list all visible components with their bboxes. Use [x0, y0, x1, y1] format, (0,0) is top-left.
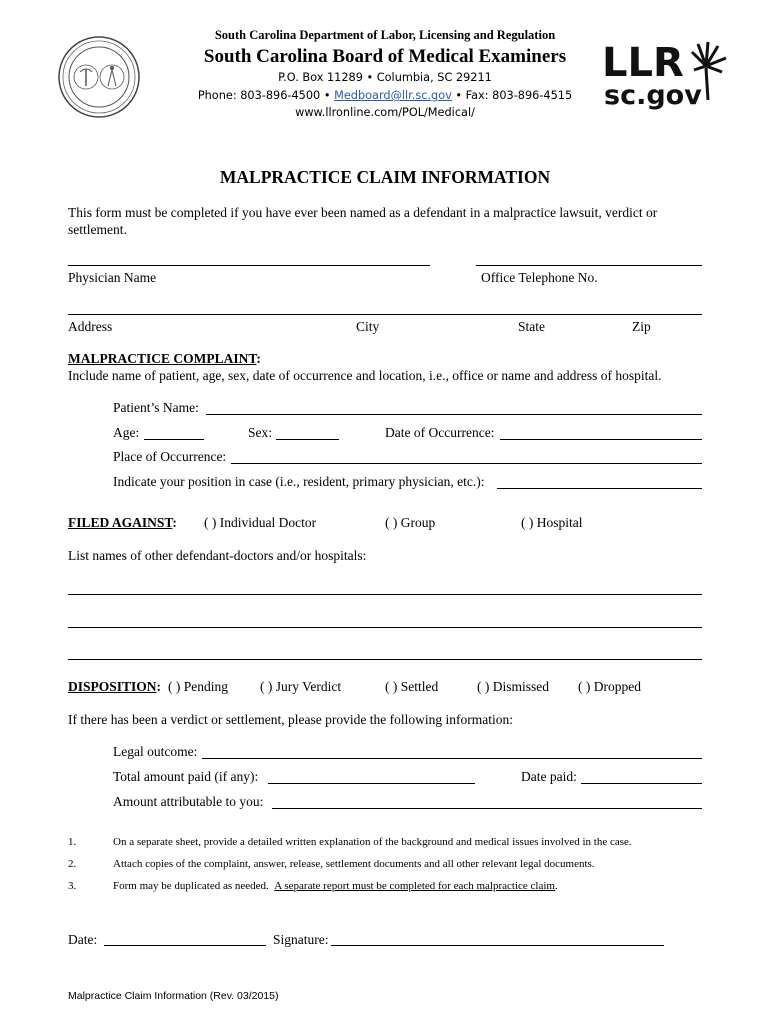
date-paid-field[interactable]	[581, 783, 702, 784]
amount-attributable-label: Amount attributable to you:	[113, 794, 264, 809]
option-pending[interactable]: ( ) Pending	[168, 679, 228, 694]
complaint-instructions: Include name of patient, age, sex, date of occurrence and location, i.e., office or name and address of hospital.	[68, 368, 662, 383]
office-phone-label: Office Telephone No.	[481, 270, 598, 285]
date-label: Date:	[68, 932, 98, 947]
other-defendants-line-2[interactable]	[68, 627, 702, 628]
place-occurrence-field[interactable]	[231, 463, 702, 464]
note-1-text: On a separate sheet, provide a detailed written explanation of the background and medical issues involved in the case.	[113, 836, 632, 848]
address-label: Address	[68, 319, 113, 334]
department-name: South Carolina Department of Labor, Licensing and Regulation	[214, 28, 556, 42]
date-occurrence-field[interactable]	[500, 439, 702, 440]
age-label: Age:	[113, 425, 140, 440]
intro-line-2: settlement.	[68, 222, 127, 237]
option-group[interactable]: ( ) Group	[385, 515, 436, 530]
physician-name-label: Physician Name	[68, 270, 157, 285]
age-field[interactable]	[144, 439, 204, 440]
logo-text-bottom: sc.gov	[604, 80, 702, 110]
legal-outcome-field[interactable]	[202, 758, 702, 759]
filed-against-heading: FILED AGAINST:	[68, 515, 177, 530]
board-name: South Carolina Board of Medical Examiners	[203, 46, 567, 67]
zip-label: Zip	[632, 319, 651, 334]
option-dropped[interactable]: ( ) Dropped	[578, 679, 641, 694]
office-phone-field[interactable]	[476, 265, 702, 266]
signature-label: Signature:	[273, 932, 329, 947]
phone-text: Phone: 803-896-4500 •	[197, 89, 331, 102]
fax-text: • Fax: 803-896-4515	[455, 89, 573, 102]
sex-field[interactable]	[276, 439, 339, 440]
position-field[interactable]	[497, 488, 702, 489]
other-defendants-line-3[interactable]	[68, 659, 702, 660]
board-address: P.O. Box 11289 • Columbia, SC 29211	[278, 71, 492, 84]
option-hospital[interactable]: ( ) Hospital	[521, 515, 583, 530]
address-field[interactable]	[68, 314, 702, 315]
sex-label: Sex:	[248, 425, 273, 440]
footer-revision: Malpractice Claim Information (Rev. 03/2015)	[68, 990, 279, 1002]
option-individual-doctor[interactable]: ( ) Individual Doctor	[204, 515, 317, 530]
intro-line-1: This form must be completed if you have ever been named as a defendant in a malpractice lawsuit, verdict or	[68, 205, 658, 220]
logo-text-top: LLR	[602, 40, 684, 86]
note-2-number: 2.	[68, 858, 77, 870]
position-label: Indicate your position in case (i.e., resident, primary physician, etc.):	[113, 474, 485, 489]
patient-name-label: Patient’s Name:	[113, 400, 199, 415]
amount-attributable-field[interactable]	[272, 808, 702, 809]
option-settled[interactable]: ( ) Settled	[385, 679, 439, 694]
option-jury-verdict[interactable]: ( ) Jury Verdict	[260, 679, 342, 694]
city-label: City	[356, 319, 380, 334]
disposition-heading: DISPOSITION:	[68, 679, 162, 694]
signature-field[interactable]	[331, 945, 664, 946]
note-3-text: Form may be duplicated as needed. A separate report must be completed for each malpractice claim.	[113, 880, 558, 892]
total-paid-label: Total amount paid (if any):	[113, 769, 259, 784]
note-1-number: 1.	[68, 836, 77, 848]
note-2-text: Attach copies of the complaint, answer, release, settlement documents and all other relevant legal documents.	[113, 858, 595, 870]
physician-name-field[interactable]	[68, 265, 430, 266]
other-defendants-label: List names of other defendant-doctors and/or hospitals:	[68, 548, 367, 563]
other-defendants-line-1[interactable]	[68, 594, 702, 595]
email-link[interactable]: Medboard@llr.sc.gov	[334, 89, 452, 102]
legal-outcome-label: Legal outcome:	[113, 744, 198, 759]
verdict-prompt: If there has been a verdict or settlement, please provide the following information:	[68, 712, 513, 727]
date-paid-label: Date paid:	[521, 769, 577, 784]
state-label: State	[518, 319, 545, 334]
total-paid-field[interactable]	[268, 783, 475, 784]
form-title: MALPRACTICE CLAIM INFORMATION	[219, 167, 551, 187]
option-dismissed[interactable]: ( ) Dismissed	[477, 679, 549, 694]
patient-name-field[interactable]	[206, 414, 702, 415]
llr-logo	[602, 38, 728, 110]
date-field[interactable]	[104, 945, 266, 946]
place-occurrence-label: Place of Occurrence:	[113, 449, 227, 464]
note-3-number: 3.	[68, 880, 77, 892]
date-occurrence-label: Date of Occurrence:	[385, 425, 495, 440]
complaint-heading: MALPRACTICE COMPLAINT:	[68, 351, 261, 366]
website-text: www.llronline.com/POL/Medical/	[295, 106, 475, 119]
